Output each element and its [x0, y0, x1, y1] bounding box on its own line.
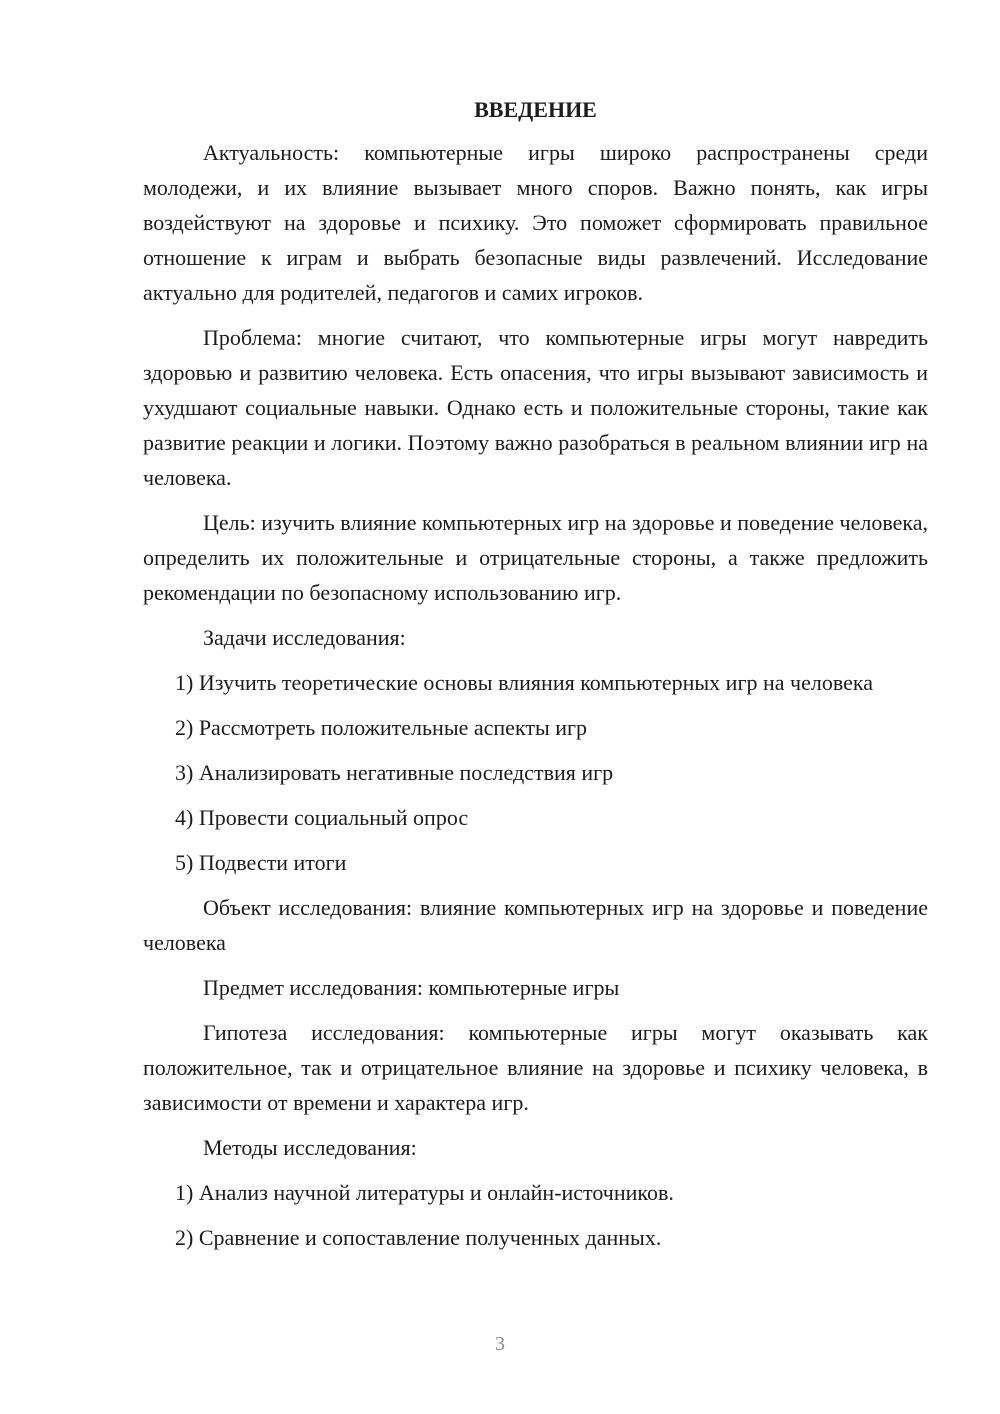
method-item: 2) Сравнение и сопоставление полученных данных.	[175, 1225, 662, 1250]
subject-paragraph: Предмет исследования: компьютерные игры	[203, 975, 620, 1000]
task-item: 4) Провести социальный опрос	[175, 805, 469, 830]
methods-heading: Методы исследования:	[203, 1135, 417, 1160]
tasks-heading: Задачи исследования:	[203, 625, 406, 650]
object-paragraph: Объект исследования: влияние компьютерных игр на здоровье и поведение человека	[143, 895, 928, 955]
goal-paragraph: Цель: изучить влияние компьютерных игр на здоровье и поведение человека, определить их положительные и отрицательные стороны, а также предложить рекомендации по безопасному использованию игр.	[143, 510, 929, 605]
page-number: 3	[495, 1333, 505, 1355]
task-item: 5) Подвести итоги	[175, 850, 347, 875]
relevance-paragraph: Актуальность: компьютерные игры широко распространены среди молодежи, и их влияние вызывает много споров. Важно понять, как игры воздействуют на здоровье и психику. Это поможет сформировать правильное отношение к играм и выбрать безопасные виды развлечений. Исследование актуально для родителей, педагогов и самих игроков.	[143, 140, 928, 305]
document-body	[143, 92, 928, 1265]
task-item: 1) Изучить теоретические основы влияния компьютерных игр на человека	[175, 670, 873, 695]
hypothesis-paragraph: Гипотеза исследования: компьютерные игры могут оказывать как положительное, так и отрицательное влияние на здоровье и психику человека, в зависимости от времени и характера игр.	[143, 1020, 928, 1115]
method-item: 1) Анализ научной литературы и онлайн-источников.	[175, 1180, 674, 1205]
problem-paragraph: Проблема: многие считают, что компьютерные игры могут навредить здоровью и развитию человека. Есть опасения, что игры вызывают зависимость и ухудшают социальные навыки. Однако есть и положительные стороны, такие как развитие реакции и логики. Поэтому важно разобраться в реальном влиянии игр на человека.	[143, 325, 928, 490]
tasks-list	[143, 665, 928, 880]
section-heading: ВВЕДЕНИЕ	[474, 97, 597, 122]
task-item: 2) Рассмотреть положительные аспекты игр	[175, 715, 588, 740]
task-item: 3) Анализировать негативные последствия игр	[175, 760, 614, 785]
methods-list	[143, 1175, 928, 1255]
